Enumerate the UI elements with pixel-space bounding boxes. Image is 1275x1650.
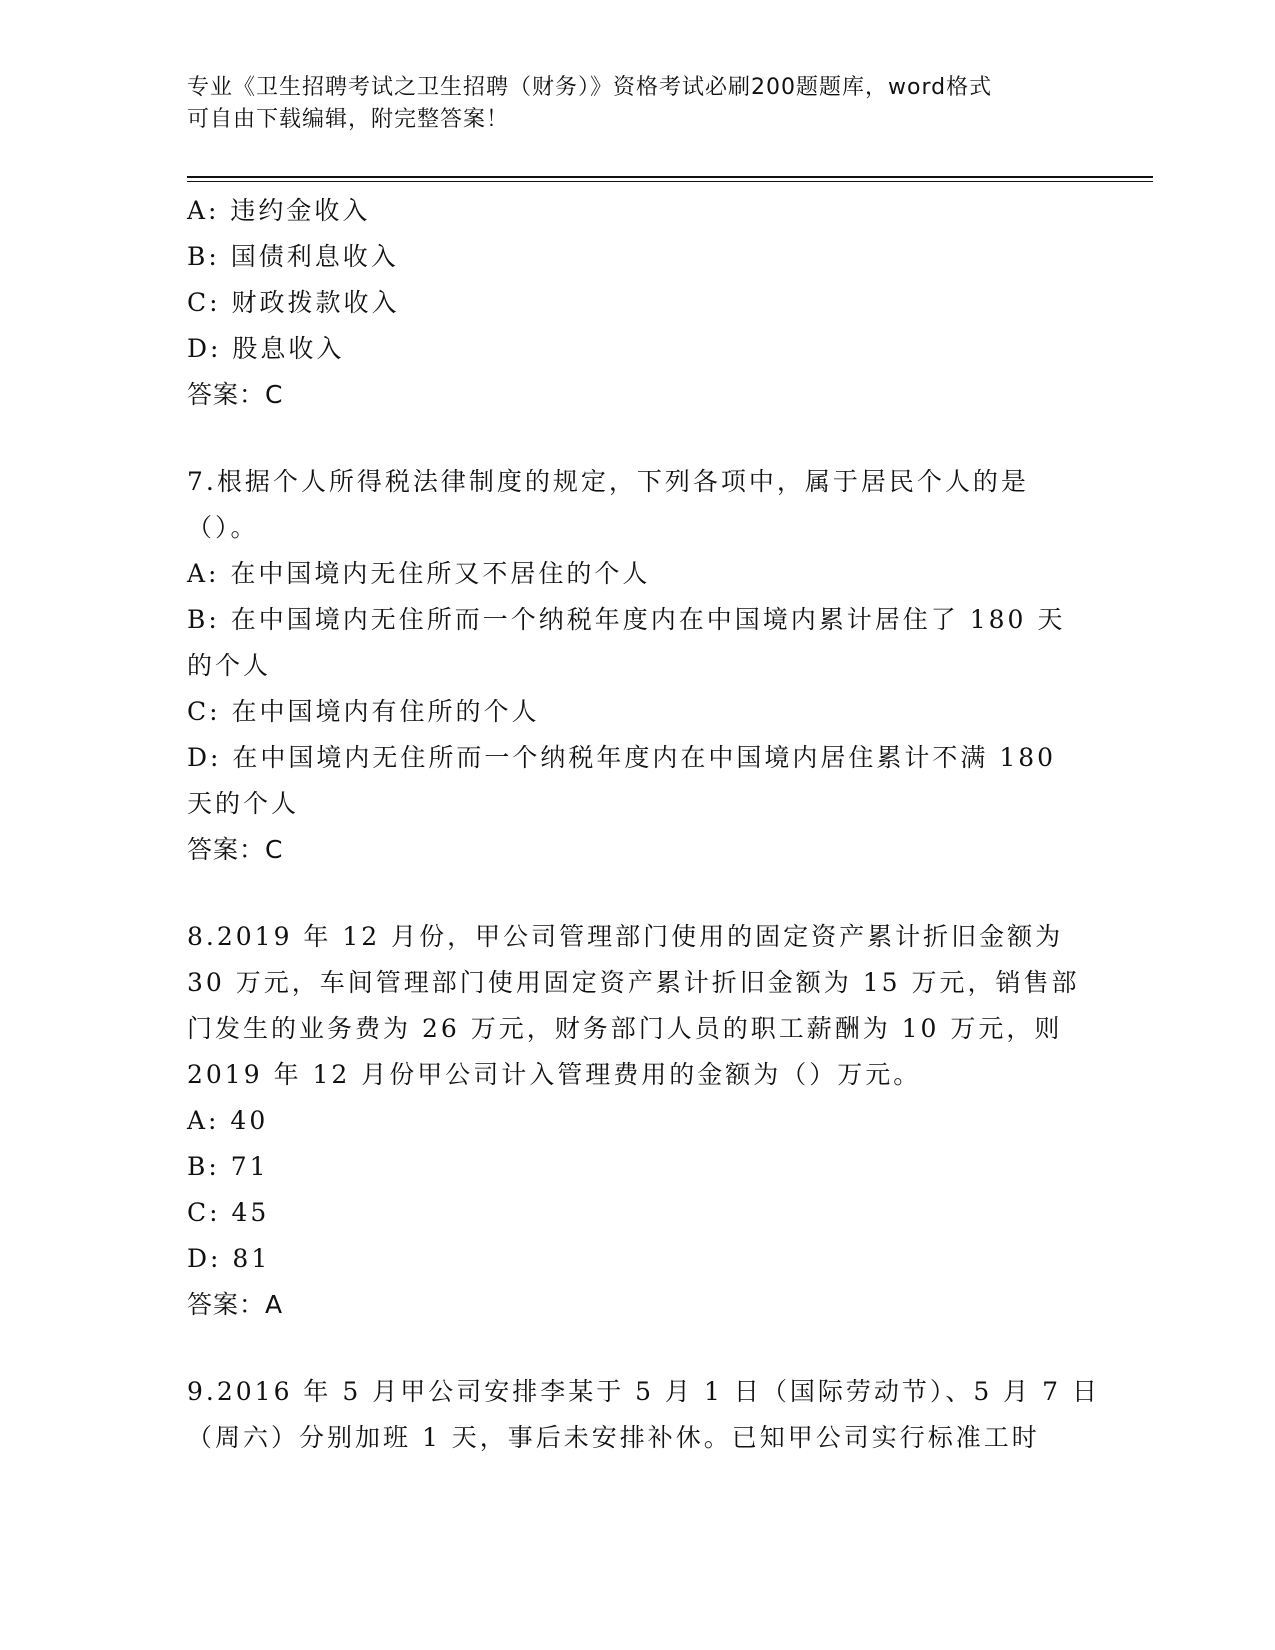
header-divider [187, 176, 1153, 178]
option-a: A: 40 [187, 1106, 269, 1135]
option-d: D: 在中国境内无住所而一个纳税年度内在中国境内居住累计不满 180 [187, 743, 1057, 772]
option-b-continued: 的个人 [187, 651, 272, 680]
question-8 [187, 914, 1087, 1328]
header-line-1: 专业《卫生招聘考试之卫生招聘（财务）》资格考试必刷200题题库，word格式 [187, 75, 993, 100]
option-d: D: 股息收入 [187, 334, 345, 363]
question-stem-line: 2019 年 12 月份甲公司计入管理费用的金额为（）万元。 [187, 1060, 922, 1089]
option-c: C: 45 [187, 1198, 270, 1227]
option-d-continued: 天的个人 [187, 789, 300, 818]
question-stem-line: 30 万元，车间管理部门使用固定资产累计折旧金额为 15 万元，销售部 [187, 968, 1080, 997]
question-list [187, 188, 1100, 1461]
answer-line: 答案：C [187, 380, 284, 409]
option-c: C: 在中国境内有住所的个人 [187, 697, 540, 726]
question-7 [187, 459, 1087, 873]
question-stem-line: 7.根据个人所得税法律制度的规定，下列各项中，属于居民个人的是 [187, 467, 1029, 496]
question-stem-line: 门发生的业务费为 26 万元，财务部门人员的职工薪酬为 10 万元，则 [187, 1014, 1063, 1043]
question-stem-line: 8.2019 年 12 月份，甲公司管理部门使用的固定资产累计折旧金额为 [187, 922, 1064, 951]
answer-line: 答案：C [187, 835, 284, 864]
option-c: C: 财政拨款收入 [187, 288, 400, 317]
question-6-tail [187, 188, 1087, 418]
question-9 [187, 1369, 1100, 1461]
question-stem-line: （）。 [187, 513, 259, 542]
option-b: B: 71 [187, 1152, 269, 1181]
option-a: A: 在中国境内无住所又不居住的个人 [187, 559, 651, 588]
option-b: B: 在中国境内无住所而一个纳税年度内在中国境内累计居住了 180 天 [187, 605, 1066, 634]
header-divider-thin [187, 181, 1153, 182]
header-line-2: 可自由下载编辑，附完整答案！ [187, 107, 510, 132]
option-d: D: 81 [187, 1244, 271, 1273]
answer-line: 答案：A [187, 1290, 284, 1319]
option-a: A: 违约金收入 [187, 196, 371, 225]
option-b: B: 国债利息收入 [187, 242, 399, 271]
page-header [187, 72, 1067, 136]
question-stem-line: 9.2016 年 5 月甲公司安排李某于 5 月 1 日（国际劳动节）、5 月 7 日 [187, 1377, 1100, 1406]
question-stem-line: （周六）分别加班 1 天，事后未安排补休。已知甲公司实行标准工时 [187, 1423, 1040, 1452]
